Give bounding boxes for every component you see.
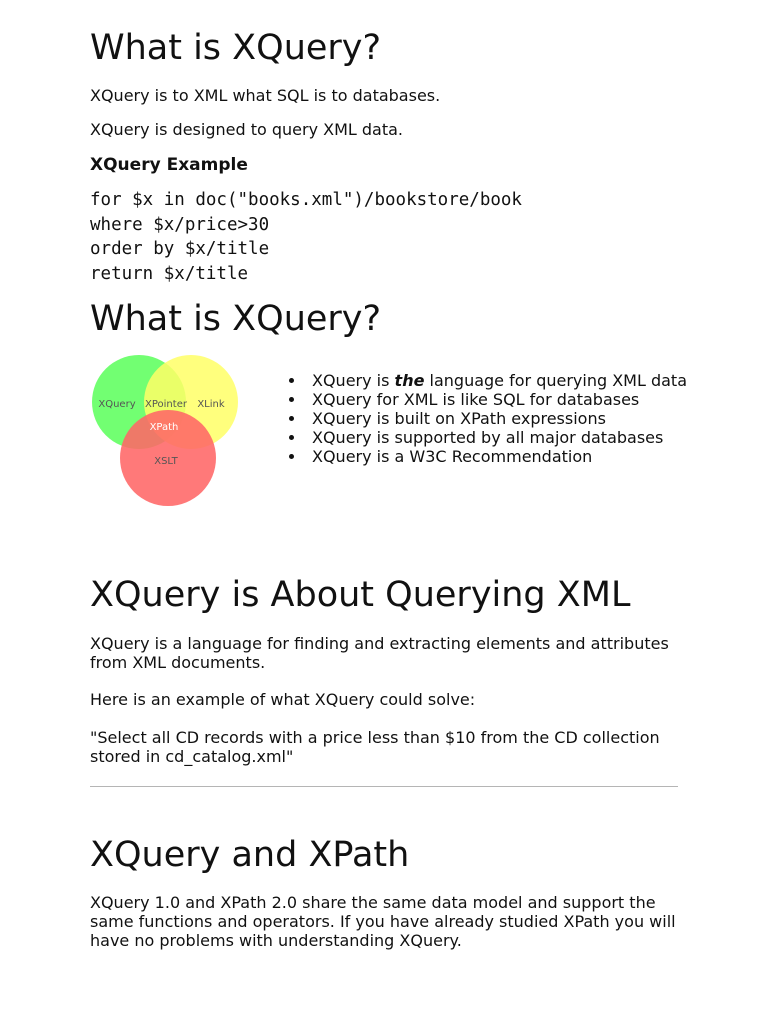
venn-label-xpath: XPath	[149, 422, 179, 433]
example-heading: XQuery Example	[90, 155, 248, 175]
querying-paragraph-1: XQuery is a language for finding and extracting elements and attributes from XML documents.	[90, 634, 669, 672]
querying-paragraph-2: Here is an example of what XQuery could solve:	[90, 690, 476, 709]
list-item: XQuery is the language for querying XML data	[287, 371, 687, 390]
bullet-icon	[289, 416, 294, 421]
venn-label-xquery: XQuery	[98, 399, 136, 410]
venn-label-xslt: XSLT	[154, 456, 178, 467]
section-title-querying-xml: XQuery is About Querying XML	[90, 575, 631, 615]
section-title-xquery-and-xpath: XQuery and XPath	[90, 835, 410, 875]
bullet-icon	[289, 397, 294, 402]
intro-paragraph-2: XQuery is designed to query XML data.	[90, 120, 404, 139]
section-title-what-is-xquery-2: What is XQuery?	[90, 299, 382, 339]
feature-list	[287, 371, 687, 466]
intro-paragraph-1: XQuery is to XML what SQL is to databases.	[90, 86, 441, 105]
list-item: XQuery for XML is like SQL for databases	[287, 390, 687, 409]
xpath-paragraph: XQuery 1.0 and XPath 2.0 share the same data model and support the same functions and operators. If you have already studied XPath you will have no problems with understanding XQuery.	[90, 893, 676, 950]
list-item: XQuery is supported by all major databases	[287, 428, 687, 447]
code-example: for $x in doc("books.xml")/bookstore/book where $x/price>30 order by $x/title return $x/title	[90, 190, 522, 284]
section-divider	[90, 786, 678, 787]
section-title-what-is-xquery: What is XQuery?	[90, 28, 382, 68]
querying-example-quote: "Select all CD records with a price less than $10 from the CD collection stored in cd_catalog.xml"	[90, 728, 660, 766]
bullet-icon	[289, 435, 294, 440]
bullet-icon	[289, 378, 294, 383]
venn-diagram	[90, 350, 250, 510]
venn-label-xlink: XLink	[197, 399, 225, 410]
list-item: XQuery is a W3C Recommendation	[287, 447, 687, 466]
venn-label-xpointer: XPointer	[145, 399, 187, 410]
list-item: XQuery is built on XPath expressions	[287, 409, 687, 428]
bullet-icon	[289, 454, 294, 459]
